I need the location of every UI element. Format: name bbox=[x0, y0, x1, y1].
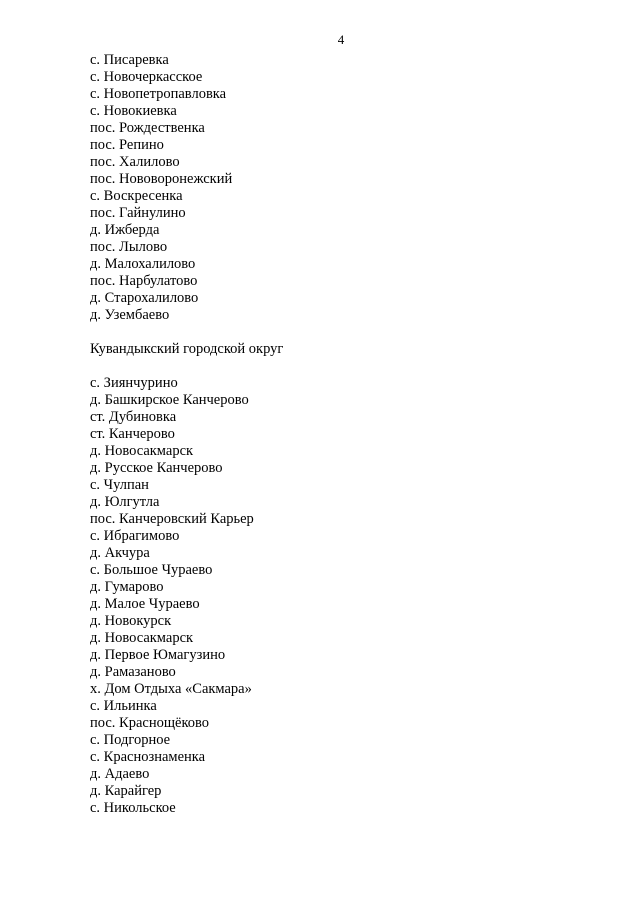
list-item: д. Адаево bbox=[90, 766, 150, 782]
list-item: д. Карайгер bbox=[90, 783, 162, 799]
page-number: 4 bbox=[337, 32, 345, 47]
list-item: д. Русское Канчерово bbox=[90, 460, 223, 476]
list-item: с. Новопетропавловка bbox=[90, 86, 227, 102]
settlement-list-top bbox=[90, 52, 610, 324]
list-item: с. Ильинка bbox=[90, 698, 157, 714]
list-item: с. Новокиевка bbox=[90, 103, 177, 119]
list-item: ст. Дубиновка bbox=[90, 409, 177, 425]
list-item: д. Рамазаново bbox=[90, 664, 176, 680]
list-item: д. Малое Чураево bbox=[90, 596, 200, 612]
list-item: пос. Репино bbox=[90, 137, 164, 153]
list-item: д. Башкирское Канчерово bbox=[90, 392, 249, 408]
list-item: д. Новосакмарск bbox=[90, 630, 194, 646]
list-item: д. Акчура bbox=[90, 545, 150, 561]
list-item: д. Гумарово bbox=[90, 579, 164, 595]
list-item: д. Узембаево bbox=[90, 307, 170, 323]
list-item: с. Краснознаменка bbox=[90, 749, 206, 765]
list-item: пос. Лылово bbox=[90, 239, 168, 255]
list-item: д. Старохалилово bbox=[90, 290, 199, 306]
list-item: пос. Гайнулино bbox=[90, 205, 186, 221]
list-item: с. Зиянчурино bbox=[90, 375, 178, 391]
list-item: с. Большое Чураево bbox=[90, 562, 213, 578]
list-item: пос. Канчеровский Карьер bbox=[90, 511, 254, 527]
settlement-list-kuvandyk bbox=[90, 375, 610, 817]
list-item: с. Воскресенка bbox=[90, 188, 183, 204]
list-item: с. Ибрагимово bbox=[90, 528, 180, 544]
list-item: ст. Канчерово bbox=[90, 426, 175, 442]
document-body bbox=[90, 52, 610, 817]
list-item: пос. Нарбулатово bbox=[90, 273, 198, 289]
list-item: д. Новосакмарск bbox=[90, 443, 194, 459]
list-item: с. Чулпан bbox=[90, 477, 149, 493]
list-item: пос. Краснощёково bbox=[90, 715, 210, 731]
list-item: д. Первое Юмагузино bbox=[90, 647, 226, 663]
section-heading: Кувандыкский городской округ bbox=[90, 341, 284, 357]
list-item: пос. Халилово bbox=[90, 154, 180, 170]
list-item: х. Дом Отдыха «Сакмара» bbox=[90, 681, 252, 697]
list-item: д. Новокурск bbox=[90, 613, 172, 629]
list-item: д. Ижберда bbox=[90, 222, 160, 238]
list-item: пос. Рождественка bbox=[90, 120, 205, 136]
list-item: с. Новочеркасское bbox=[90, 69, 203, 85]
list-item: д. Малохалилово bbox=[90, 256, 196, 272]
list-item: пос. Нововоронежский bbox=[90, 171, 233, 187]
list-item: д. Юлгутла bbox=[90, 494, 160, 510]
list-item: с. Писаревка bbox=[90, 52, 169, 68]
list-item: с. Никольское bbox=[90, 800, 176, 816]
list-item: с. Подгорное bbox=[90, 732, 171, 748]
